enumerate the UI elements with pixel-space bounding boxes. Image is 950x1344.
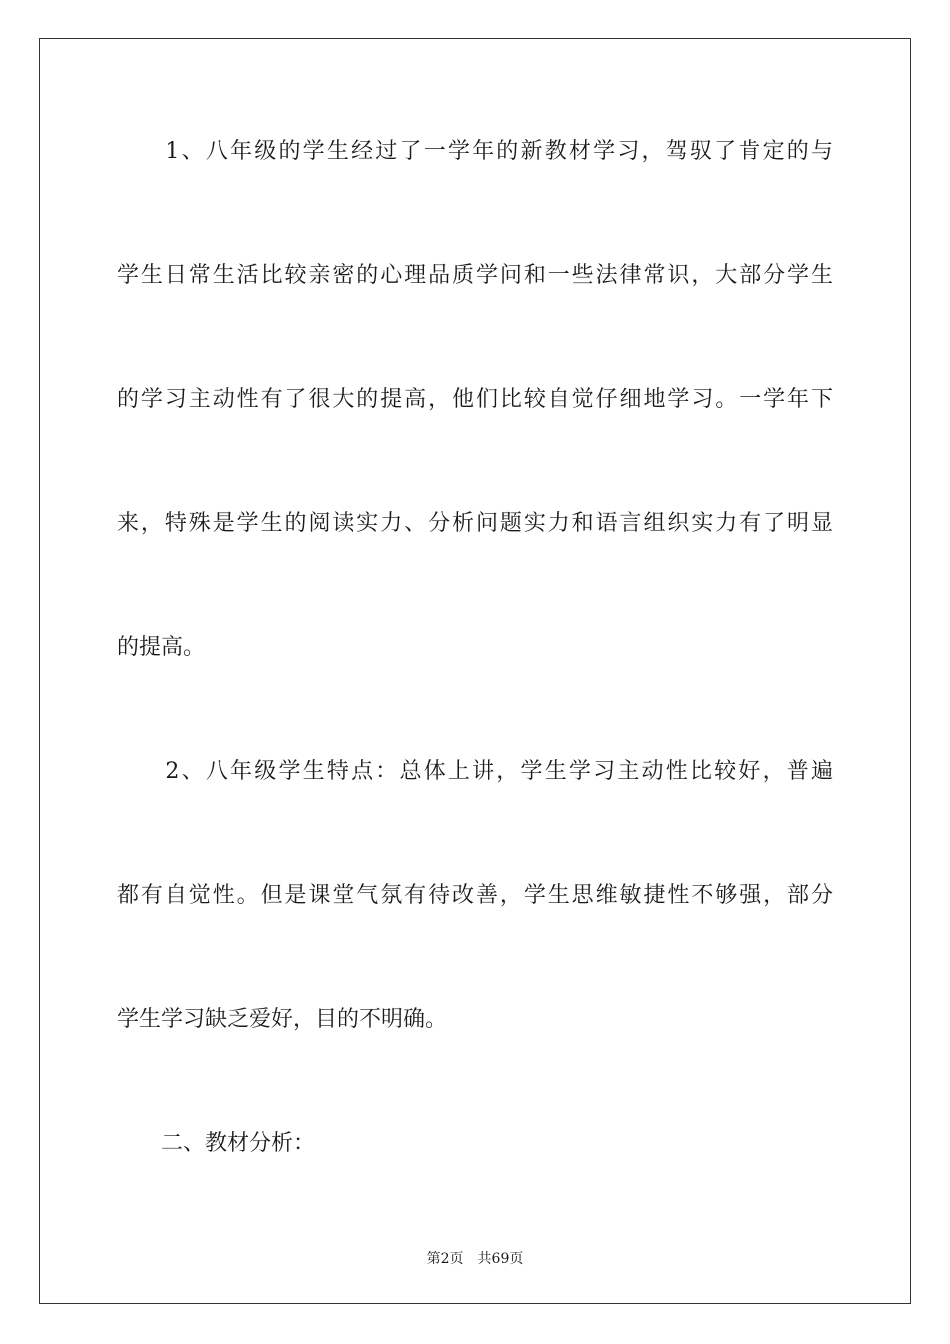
paragraph-1-line-2: 学生日常生活比较亲密的心理品质学问和一些法律常识，大部分学生 bbox=[117, 263, 833, 288]
paragraph-1-line-5: 的提高。 bbox=[117, 635, 206, 660]
paragraph-2-line-1: 2、八年级学生特点：总体上讲，学生学习主动性比较好，普遍 bbox=[117, 759, 833, 784]
paragraph-1-line-4: 来，特殊是学生的阅读实力、分析问题实力和语言组织实力有了明显 bbox=[117, 511, 833, 536]
paragraph-2-line-3: 学生学习缺乏爱好，目的不明确。 bbox=[117, 1007, 448, 1032]
paragraph-1-line-3: 的学习主动性有了很大的提高，他们比较自觉仔细地学习。一学年下 bbox=[117, 387, 833, 412]
section-heading: 二、教材分析： bbox=[117, 1131, 316, 1156]
page-footer bbox=[0, 1248, 950, 1268]
paragraph-1-line-1: 1、八年级的学生经过了一学年的新教材学习，驾驭了肯定的与 bbox=[117, 139, 833, 164]
paragraph-2-line-2: 都有自觉性。但是课堂气氛有待改善，学生思维敏捷性不够强，部分 bbox=[117, 883, 833, 908]
total-pages: 共69页 bbox=[477, 1251, 524, 1267]
page-number: 第2页 bbox=[426, 1251, 464, 1267]
page-frame bbox=[39, 38, 911, 1304]
